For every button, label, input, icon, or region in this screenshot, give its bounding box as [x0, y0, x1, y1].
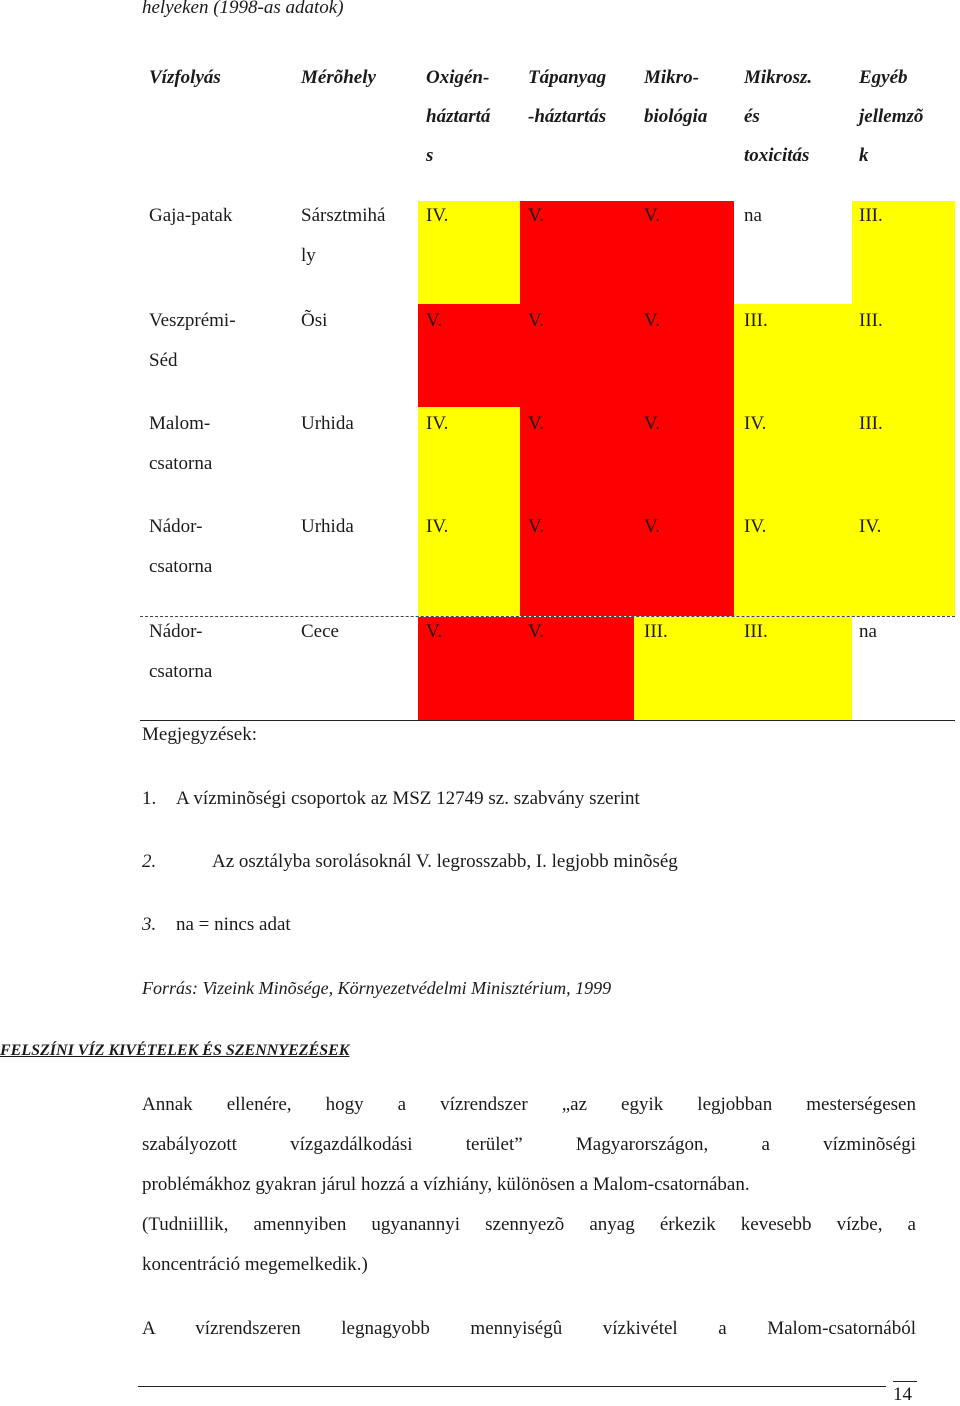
header-tapanyag-haztartas [528, 58, 606, 136]
note-1-text: A vízminõségi csoportok az MSZ 12749 sz. szabvány szerint [176, 788, 640, 809]
header-egyeb-jellemzok [859, 58, 923, 175]
site-name [301, 404, 354, 444]
table-bottom-border [140, 720, 955, 721]
header-line: Mikrosz. [744, 67, 813, 88]
paragraph-line: koncentráció megemelkedik.) [142, 1254, 368, 1275]
note-3-text: na = nincs adat [176, 914, 291, 935]
value-oxigen: V. [426, 621, 443, 642]
river-line: Malom- [149, 413, 211, 434]
table-row [0, 407, 960, 511]
header-line: jellemzõ [859, 106, 924, 127]
river-line: csatorna [149, 556, 213, 577]
page-number-rule [893, 1381, 917, 1382]
value-cell-tapanyag-mikrobiologia [520, 407, 734, 511]
value-egyeb: IV. [859, 516, 882, 537]
header-line: Mérõhely [301, 67, 376, 88]
value-egyeb: na [859, 621, 877, 642]
body-paragraph [142, 1085, 916, 1285]
header-line: Oxigén- [426, 67, 490, 88]
body-paragraph [142, 1309, 916, 1349]
table-row [0, 304, 960, 407]
value-tapanyag: V. [528, 413, 545, 434]
note-2-text: Az osztályba sorolásoknál V. legrosszabb, I. legjobb minõség [212, 851, 678, 872]
value-egyeb: III. [859, 205, 883, 226]
river-name [149, 507, 212, 587]
header-line: Egyéb [859, 67, 908, 88]
header-line: Mikro- [644, 67, 699, 88]
table-row [0, 617, 960, 720]
header-merohely [301, 58, 376, 97]
header-mikroszennyezok [744, 58, 812, 175]
river-line: csatorna [149, 661, 213, 682]
value-mikroszennyezok: na [744, 205, 762, 226]
notes-title: Megjegyzések: [142, 724, 258, 745]
site-name [301, 301, 327, 341]
river-line: Gaja-patak [149, 205, 233, 226]
value-cell-tapanyag-mikrobiologia [520, 201, 734, 304]
table-row [0, 511, 960, 616]
header-line: háztartá [426, 106, 491, 127]
table-row [0, 201, 960, 304]
value-tapanyag: V. [528, 205, 545, 226]
value-cell-mikroszennyezok-egyeb [734, 407, 955, 511]
paragraph-line: (Tudniillik, amennyiben ugyanannyi szennyezõ anyag érkezik kevesebb vízbe, a [142, 1214, 916, 1235]
value-mikroszennyezok: IV. [744, 413, 767, 434]
site-line: ly [301, 245, 316, 266]
paragraph-line: problémákhoz gyakran járul hozzá a vízhiány, különösen a Malom-csatornában. [142, 1174, 750, 1195]
header-line: toxicitás [744, 145, 810, 166]
river-name [149, 612, 212, 692]
value-mikrobiologia: III. [644, 621, 668, 642]
paragraph-line: Annak ellenére, hogy a vízrendszer „az egyik legjobban mesterségesen [142, 1094, 916, 1115]
river-line: Nádor- [149, 516, 203, 537]
site-line: Cece [301, 621, 339, 642]
value-oxigen: V. [426, 310, 443, 331]
value-mikrobiologia: V. [644, 205, 661, 226]
page-number: 14 [893, 1384, 912, 1405]
site-name [301, 196, 385, 276]
header-line: s [426, 145, 434, 166]
value-tapanyag: V. [528, 621, 545, 642]
value-mikrobiologia: V. [644, 310, 661, 331]
value-mikroszennyezok: III. [744, 310, 768, 331]
value-mikrobiologia: V. [644, 413, 661, 434]
value-tapanyag: V. [528, 516, 545, 537]
value-egyeb: III. [859, 413, 883, 434]
header-mikrobiologia [644, 58, 707, 136]
header-line: k [859, 145, 869, 166]
river-name [149, 404, 212, 484]
value-mikrobiologia: V. [644, 516, 661, 537]
value-mikroszennyezok: III. [744, 621, 768, 642]
value-cell-tapanyag-mikrobiologia [520, 511, 734, 616]
value-mikroszennyezok: IV. [744, 516, 767, 537]
source-citation: Forrás: Vizeink Minõsége, Környezetvédelmi Minisztérium, 1999 [142, 978, 612, 998]
header-line: és [744, 106, 760, 127]
value-tapanyag: V. [528, 310, 545, 331]
header-line: -háztartás [528, 106, 607, 127]
river-name [149, 196, 232, 236]
value-cell-oxigen-tapanyag-mikrobiologia [418, 304, 734, 407]
paragraph-line: A vízrendszeren legnagyobb mennyiségû vízkivétel a Malom-csatornából [142, 1318, 916, 1339]
header-vizfolyas [149, 58, 221, 97]
river-line: Séd [149, 350, 178, 371]
value-egyeb: III. [859, 310, 883, 331]
value-oxigen: IV. [426, 205, 449, 226]
note-3-number: 3. [142, 914, 157, 935]
site-name [301, 507, 354, 547]
site-name [301, 612, 339, 652]
value-cell-oxigen-tapanyag [418, 617, 634, 720]
header-line: Tápanyag [528, 67, 607, 88]
table-caption: helyeken (1998-as adatok) [142, 0, 344, 18]
header-oxigen-haztartas [426, 58, 490, 175]
note-1-number: 1. [142, 788, 157, 809]
site-line: Urhida [301, 516, 354, 537]
site-line: Õsi [301, 310, 328, 331]
value-oxigen: IV. [426, 516, 449, 537]
note-2-number: 2. [142, 851, 157, 872]
header-line: biológia [644, 106, 708, 127]
site-line: Urhida [301, 413, 354, 434]
river-name [149, 301, 236, 381]
site-line: Sársztmihá [301, 205, 386, 226]
value-cell-mikroszennyezok-egyeb [734, 511, 955, 616]
river-line: Veszprémi- [149, 310, 236, 331]
footer-rule [138, 1386, 886, 1387]
header-line: Vízfolyás [149, 67, 221, 88]
river-line: Nádor- [149, 621, 203, 642]
section-heading: FELSZÍNI VÍZ KIVÉTELEK ÉS SZENNYEZÉSEK [0, 1042, 350, 1059]
value-oxigen: IV. [426, 413, 449, 434]
paragraph-line: szabályozott vízgazdálkodási terület” Magyarországon, a vízminõségi [142, 1134, 916, 1155]
river-line: csatorna [149, 453, 213, 474]
